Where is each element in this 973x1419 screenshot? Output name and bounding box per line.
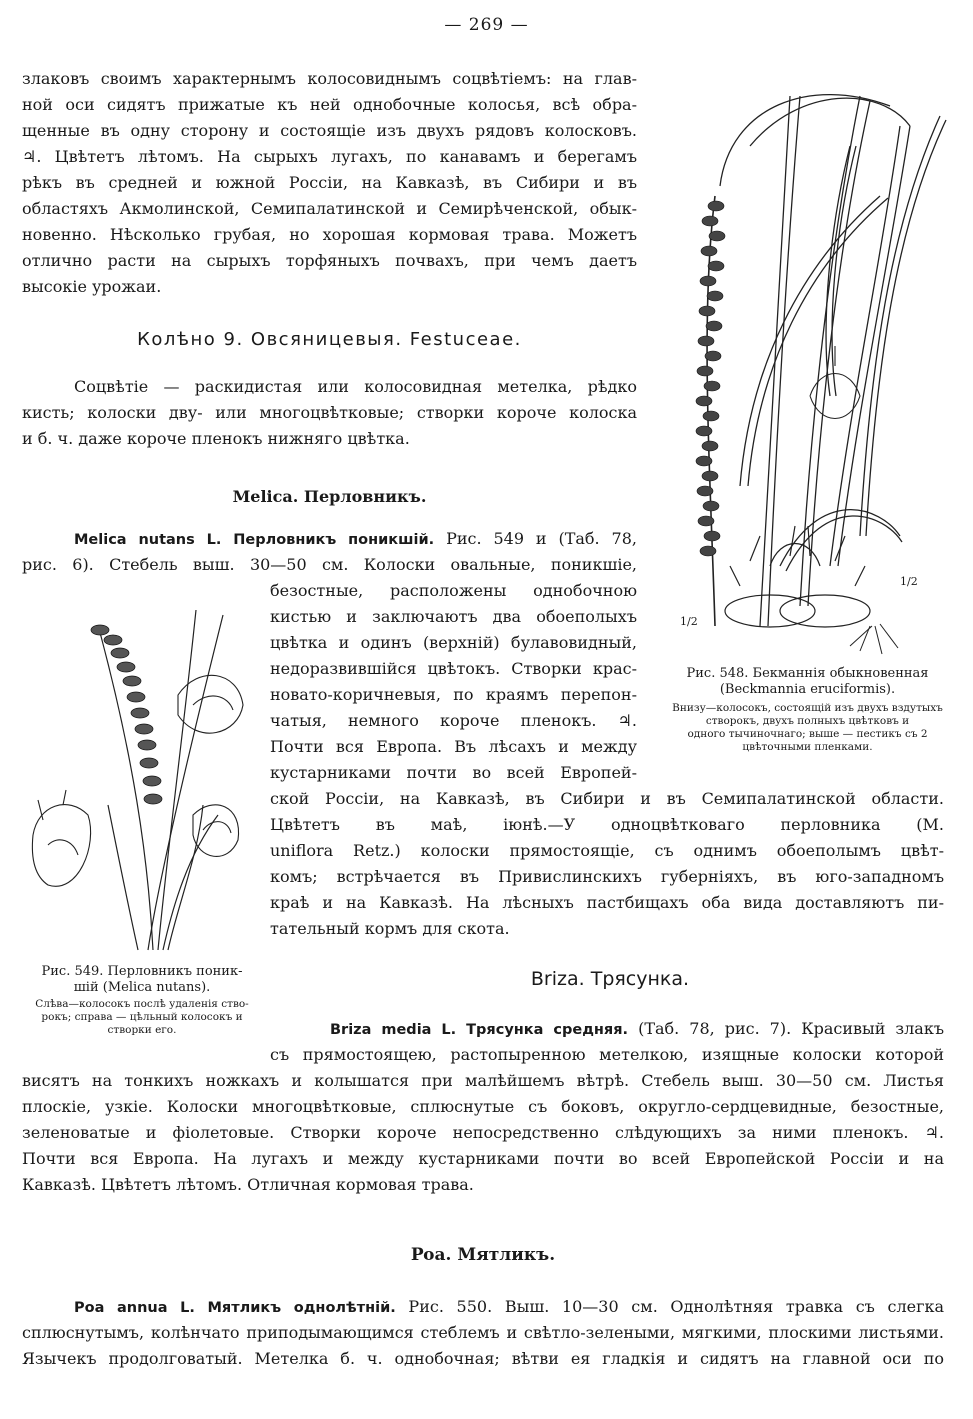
text-line: краѣ и на Кавказѣ. На лѣсныхъ пастбищахъ оба вида доставляютъ пи-	[270, 893, 944, 912]
caption-note: цвѣточными пленками.	[742, 741, 873, 753]
text-line: рѣкъ въ средней и южной Россіи, на Кавказѣ, въ Сибири и въ	[22, 173, 637, 192]
roots	[850, 624, 898, 654]
genus-heading-melica: Melica. Перловникъ.	[232, 487, 427, 506]
text-line: тательный кормъ для скота.	[270, 919, 510, 938]
spikelet-detail-upper	[810, 346, 860, 419]
text-line: кистью и заключаютъ два обоеполыхъ	[270, 607, 637, 626]
text-line: Почти вся Европа. Въ лѣсахъ и между	[270, 737, 637, 756]
species-line-poa	[22, 1294, 944, 1321]
figure-549-melica-illustration	[28, 605, 258, 955]
caption-latin: (Beckmannia eruciformis).	[719, 682, 896, 697]
text-line: и б. ч. даже короче пленокъ нижняго цвѣтка.	[22, 429, 410, 448]
text-line: Рис. 550. Выш. 10—30 см. Однолѣтняя травка съ слегка	[408, 1297, 944, 1316]
species-line-melica	[22, 526, 637, 553]
intro-paragraph	[22, 66, 637, 300]
text-line: злаковъ своимъ характернымъ колосовиднымъ соцвѣтіемъ: на глав-	[22, 69, 637, 88]
text-line: сплюснутымъ, колѣнчато приподымающимся стеблемъ и свѣтло-зелеными, мягкими, плоскими листьями.	[22, 1323, 944, 1342]
spikelet-detail-right	[178, 675, 243, 856]
tribe-heading: Колѣно 9. Овсяницевыя. Festuceae.	[137, 329, 522, 350]
text-line: (Таб. 78, рис. 7). Красивый злакъ	[638, 1019, 945, 1038]
spikelet-detail	[725, 526, 870, 627]
scale-label-left: 1/2	[680, 615, 698, 628]
genus-heading-poa: Poa. Мятликъ.	[410, 1245, 556, 1265]
species-name-poa: Poa annua L. Мятликъ однолѣтній.	[74, 1300, 396, 1316]
scale-label-right: 1/2	[900, 575, 918, 588]
text-line: ской Россіи, на Кавказѣ, въ Сибири и въ Семипалатинской области.	[270, 789, 944, 808]
figure-549-caption	[22, 964, 262, 1037]
text-line: недоразвившійся цвѣтокъ. Створки крас-	[270, 659, 637, 678]
caption-title: Рис. 549. Перловникъ поник-	[41, 964, 243, 979]
text-line: Соцвѣтіе — раскидистая или колосовидная метелка, рѣдко	[74, 377, 637, 396]
text-line: зеленоватые и фіолетовые. Створки короче непосредственно слѣдующихъ за ними пленокъ. ♃.	[22, 1123, 944, 1142]
text-line: высокіе урожаи.	[22, 277, 162, 296]
text-line: Почти вся Европа. На лугахъ и между кустарниками почти во всей Европейской Россіи и на	[22, 1149, 944, 1168]
melica-drawing	[28, 605, 258, 955]
text-line: новато-коричневыя, по краямъ перепон-	[270, 685, 637, 704]
spikelet-detail-left	[32, 790, 90, 886]
text-line: рис. 6). Стебель выш. 30—50 см. Колоски овальные, поникшіе,	[22, 555, 637, 574]
spikelet-cluster	[91, 625, 162, 804]
species-name-melica: Melica nutans L. Перловникъ поникшій.	[74, 532, 435, 548]
melica-narrow-column	[270, 578, 637, 786]
text-line: кустарниками почти во всей Европей-	[270, 763, 637, 782]
genus-heading-briza: Briza. Трясунка.	[530, 968, 690, 990]
caption-note: Внизу—колосокъ, состоящій изъ двухъ вздутыхъ створокъ, двухъ полныхъ цвѣтковъ и	[672, 702, 943, 727]
text-line: Цвѣтетъ въ маѣ, іюнѣ.—У одноцвѣтковаго перловника (M.	[270, 815, 944, 834]
figure-548-caption	[655, 666, 960, 754]
text-line: uniflora Retz.) колоски прямостоящіе, съ однимъ обоеполымъ цвѣт-	[270, 841, 944, 860]
text-line: Язычекъ продолговатый. Метелка б. ч. однобочная; вѣтви ея гладкія и сидятъ на главной оси по	[22, 1349, 944, 1368]
text-line: кисть; колоски дву- или многоцвѣтковые; створки короче колоска	[22, 403, 637, 422]
caption-title: Рис. 548. Бекманнія обыкновенная	[686, 666, 929, 681]
text-line: новенно. Нѣсколько грубая, но хорошая кормовая трава. Можетъ	[22, 225, 637, 244]
poa-paragraph	[22, 1320, 944, 1372]
text-line: висятъ на тонкихъ ножкахъ и колышатся при малѣйшемъ вѣтрѣ. Стебель выш. 30—50 см. Листья	[22, 1071, 944, 1090]
page-number: — 269 —	[444, 15, 529, 35]
caption-title-2: шій (Melica nutans).	[73, 980, 211, 995]
caption-note: рокъ; справа — цѣльный колосокъ и	[41, 1011, 243, 1023]
text-line: Рис. 549 и (Таб. 78,	[446, 529, 637, 548]
species-name-briza: Briza media L. Трясунка средняя.	[330, 1022, 629, 1038]
text-line: цвѣтка и одинъ (верхній) булавовидный,	[270, 633, 637, 652]
text-line: ной оси сидятъ прижатые къ ней однобочные колосья, всѣ обра-	[22, 95, 637, 114]
spikelet-cluster	[696, 201, 725, 556]
text-line: плоскіе, узкіе. Колоски многоцвѣтковые, сплюснутые съ боковъ, округло-сердцевидные, безостные,	[22, 1097, 944, 1116]
beckmannia-drawing	[660, 66, 960, 656]
figure-548-beckmannia-illustration	[660, 66, 960, 656]
species-line-briza	[330, 1016, 944, 1043]
text-line: Кавказѣ. Цвѣтетъ лѣтомъ. Отличная кормовая трава.	[22, 1175, 474, 1194]
text-line: областяхъ Акмолинской, Семипалатинской и Семирѣченской, обык-	[22, 199, 637, 218]
text-line: ♃. Цвѣтетъ лѣтомъ. На сырыхъ лугахъ, по канавамъ и берегамъ	[22, 147, 637, 166]
caption-note: одного тычиночнаго; выше — пестикъ съ 2	[687, 728, 928, 740]
text-line: съ прямостоящею, растопыренною метелкою, изящные колоски которой	[270, 1045, 944, 1064]
melica-wide-column	[270, 786, 944, 942]
text-line: безостные, расположены однобочною	[270, 581, 637, 600]
caption-note: створки его.	[107, 1024, 177, 1036]
text-line: чатыя, немного короче пленокъ. ♃.	[270, 711, 637, 730]
tribe-description	[22, 374, 637, 452]
caption-note: Слѣва—колосокъ послѣ удаленія ство-	[35, 998, 249, 1010]
text-line: щенные въ одну сторону и состоящіе изъ двухъ рядовъ колосковъ.	[22, 121, 637, 140]
briza-wide-column	[22, 1068, 944, 1198]
text-line: комъ; встрѣчается въ Привислинскихъ губерніяхъ, въ юго-западномъ	[270, 867, 944, 886]
text-line: отлично расти на сырыхъ торфяныхъ почвахъ, при чемъ даетъ	[22, 251, 637, 270]
